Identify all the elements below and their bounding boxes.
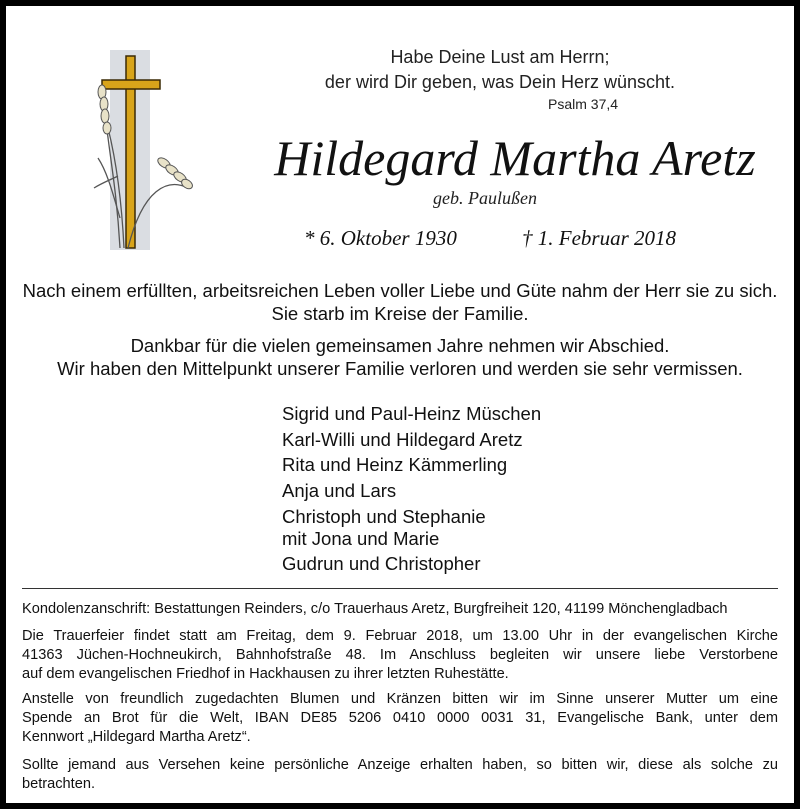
cross-wheat-emblem: [88, 48, 208, 254]
donation-line-3: Kennwort „Hildegard Martha Aretz“.: [22, 729, 251, 745]
deceased-name: Hildegard Martha Aretz: [274, 130, 756, 186]
donation-line-1: Anstelle von freundlich zugedachten Blumen und Kränzen bitten wir im Sinne unserer Mutter um eine: [22, 691, 778, 707]
service-line-1: Die Trauerfeier findet statt am Freitag, dem 9. Februar 2018, um 13.00 Uhr in der evangelischen Kirche: [22, 628, 778, 644]
message-line-2: Sie starb im Kreise der Familie.: [271, 303, 529, 324]
family-member: Rita und Heinz Kämmerling: [282, 454, 508, 475]
donation-line-2: Spende an Brot für die Welt, IBAN DE85 5206 0410 0000 0031 31, Evangelische Bank, unter dem: [22, 710, 778, 726]
verse-line-2: der wird Dir geben, was Dein Herz wünscht.: [324, 72, 676, 92]
birth-date: * 6. Oktober 1930: [304, 226, 457, 250]
family-member: Christoph und Stephanie: [282, 506, 486, 527]
death-date: † 1. Februar 2018: [522, 226, 676, 250]
family-member: Sigrid und Paul-Heinz Müschen: [282, 403, 542, 424]
cross-horizontal-beam: [102, 80, 160, 89]
apology-line-1: Sollte jemand aus Versehen keine persönliche Anzeige erhalten haben, so bitten wir, diese als solche zu: [22, 757, 778, 773]
family-member: Gudrun und Christopher: [282, 553, 481, 574]
family-member: mit Jona und Marie: [282, 527, 440, 549]
family-list: [282, 401, 642, 577]
message-line-4: Wir haben den Mittelpunkt unserer Familie verloren und werden sie sehr vermissen.: [57, 358, 743, 379]
message-line-3: Dankbar für die vielen gemeinsamen Jahre nehmen wir Abschied.: [130, 335, 670, 356]
message-line-1: Nach einem erfüllten, arbeitsreichen Leben voller Liebe und Güte nahm der Herr sie zu sich.: [22, 280, 778, 301]
service-line-2: 41363 Jüchen-Hochneukirch, Bahnhofstraße 48. Im Anschluss begleiten wir unsere liebe Verstorbene: [22, 647, 778, 663]
family-member: Anja und Lars: [282, 479, 397, 501]
service-line-3: auf dem evangelischen Friedhof in Hackhausen zu ihrer letzten Ruhestätte.: [22, 666, 509, 682]
wheat-ear-left-icon: [98, 85, 111, 134]
wheat-ear-right-icon: [156, 156, 194, 191]
verse-line-1: Habe Deine Lust am Herrn;: [390, 47, 610, 67]
apology-line-2: betrachten.: [22, 776, 96, 792]
divider: [22, 588, 778, 589]
verse-reference: Psalm 37,4: [548, 96, 619, 112]
family-member: Karl-Willi und Hildegard Aretz: [282, 428, 523, 450]
birth-name: geb. Paulußen: [433, 188, 537, 208]
condolence-address: Kondolenzanschrift: Bestattungen Reinders, c/o Trauerhaus Aretz, Burgfreiheit 120, 41199 Mönchengladbach: [22, 601, 728, 617]
